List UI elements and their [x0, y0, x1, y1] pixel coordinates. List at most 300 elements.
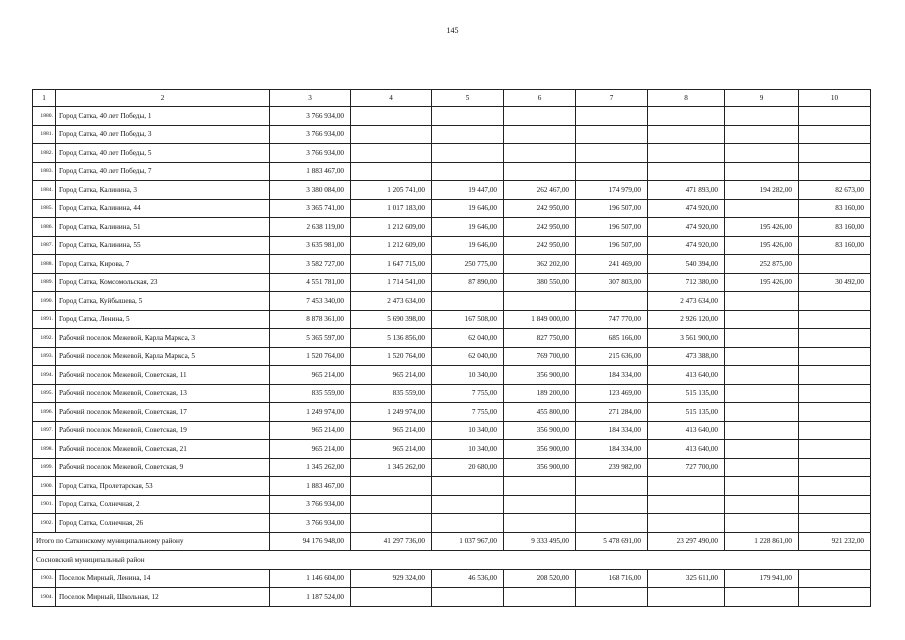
amount-cell: 195 426,00	[725, 218, 799, 237]
amount-cell: 3 766 934,00	[270, 495, 351, 514]
table-row	[33, 569, 871, 588]
amount-cell	[799, 458, 871, 477]
amount-cell	[725, 310, 799, 329]
amount-cell: 196 507,00	[576, 236, 648, 255]
amount-cell: 1 647 715,00	[351, 255, 432, 274]
amount-cell: 835 559,00	[270, 384, 351, 403]
row-number: 1888.	[33, 255, 56, 274]
column-header: 10	[799, 90, 871, 107]
amount-cell: 2 473 634,00	[351, 292, 432, 311]
amount-cell: 123 469,00	[576, 384, 648, 403]
amount-cell: 929 324,00	[351, 569, 432, 588]
total-amount-cell: 9 333 495,00	[504, 532, 576, 551]
amount-cell: 1 249 974,00	[351, 403, 432, 422]
amount-cell: 1 146 604,00	[270, 569, 351, 588]
amount-cell: 5 136 856,00	[351, 329, 432, 348]
row-number: 1896.	[33, 403, 56, 422]
amount-cell: 10 340,00	[432, 421, 504, 440]
row-number: 1889.	[33, 273, 56, 292]
row-number: 1900.	[33, 477, 56, 496]
amount-cell: 965 214,00	[351, 366, 432, 385]
amount-cell	[799, 421, 871, 440]
table-row	[33, 329, 871, 348]
amount-cell: 835 559,00	[351, 384, 432, 403]
address-cell: Город Сатка, Куйбышева, 5	[56, 292, 270, 311]
amount-cell	[576, 292, 648, 311]
amount-cell	[576, 588, 648, 607]
table-row	[33, 421, 871, 440]
address-cell: Рабочий поселок Межевой, Советская, 9	[56, 458, 270, 477]
amount-cell	[725, 366, 799, 385]
amount-cell: 3 561 900,00	[648, 329, 725, 348]
amount-cell	[432, 292, 504, 311]
amount-cell: 965 214,00	[351, 440, 432, 459]
amount-cell: 19 447,00	[432, 181, 504, 200]
amount-cell: 1 883 467,00	[270, 162, 351, 181]
amount-cell	[725, 440, 799, 459]
amount-cell	[725, 107, 799, 126]
amount-cell: 413 640,00	[648, 366, 725, 385]
amount-cell	[725, 125, 799, 144]
table-row	[33, 218, 871, 237]
row-number: 1882.	[33, 144, 56, 163]
address-cell: Город Сатка, Калинина, 55	[56, 236, 270, 255]
amount-cell: 474 920,00	[648, 236, 725, 255]
page-number: 145	[446, 26, 459, 35]
table-row	[33, 292, 871, 311]
amount-cell	[799, 514, 871, 533]
amount-cell	[648, 477, 725, 496]
amount-cell	[799, 310, 871, 329]
amount-cell	[576, 495, 648, 514]
row-number: 1895.	[33, 384, 56, 403]
amount-cell	[351, 514, 432, 533]
amount-cell	[504, 477, 576, 496]
amount-cell: 356 900,00	[504, 366, 576, 385]
total-amount-cell: 921 232,00	[799, 532, 871, 551]
amount-cell: 413 640,00	[648, 440, 725, 459]
address-cell: Город Сатка, Комсомольская, 23	[56, 273, 270, 292]
amount-cell: 965 214,00	[270, 421, 351, 440]
amount-cell: 3 766 934,00	[270, 125, 351, 144]
address-cell: Город Сатка, Калинина, 51	[56, 218, 270, 237]
amount-cell	[725, 588, 799, 607]
amount-cell: 455 800,00	[504, 403, 576, 422]
amount-cell: 184 334,00	[576, 440, 648, 459]
table-row	[33, 347, 871, 366]
amount-cell: 1 017 183,00	[351, 199, 432, 218]
amount-cell: 196 507,00	[576, 218, 648, 237]
amount-cell	[725, 477, 799, 496]
column-header: 1	[33, 90, 56, 107]
table-row	[33, 366, 871, 385]
amount-cell	[725, 144, 799, 163]
amount-cell: 215 636,00	[576, 347, 648, 366]
row-number: 1894.	[33, 366, 56, 385]
amount-cell	[432, 144, 504, 163]
row-number: 1899.	[33, 458, 56, 477]
row-number: 1891.	[33, 310, 56, 329]
amount-cell: 1 345 262,00	[351, 458, 432, 477]
amount-cell: 241 469,00	[576, 255, 648, 274]
amount-cell: 356 900,00	[504, 440, 576, 459]
column-header: 4	[351, 90, 432, 107]
amount-cell: 167 508,00	[432, 310, 504, 329]
address-cell: Город Сатка, Калинина, 3	[56, 181, 270, 200]
row-number: 1897.	[33, 421, 56, 440]
row-number: 1892.	[33, 329, 56, 348]
amount-cell: 712 380,00	[648, 273, 725, 292]
amount-cell	[504, 125, 576, 144]
amount-cell	[799, 403, 871, 422]
amount-cell: 325 611,00	[648, 569, 725, 588]
column-header: 9	[725, 90, 799, 107]
amount-cell: 1 520 764,00	[270, 347, 351, 366]
amount-cell	[432, 495, 504, 514]
amount-cell: 10 340,00	[432, 366, 504, 385]
amount-cell: 3 635 981,00	[270, 236, 351, 255]
amount-cell: 356 900,00	[504, 458, 576, 477]
table-row	[33, 199, 871, 218]
amount-cell: 3 365 741,00	[270, 199, 351, 218]
amount-cell	[648, 144, 725, 163]
amount-cell	[351, 477, 432, 496]
amount-cell	[648, 514, 725, 533]
amount-cell	[504, 514, 576, 533]
row-number: 1885.	[33, 199, 56, 218]
row-number: 1880.	[33, 107, 56, 126]
amount-cell: 474 920,00	[648, 199, 725, 218]
amount-cell	[504, 495, 576, 514]
table-row	[33, 144, 871, 163]
amount-cell: 208 520,00	[504, 569, 576, 588]
amount-cell: 1 714 541,00	[351, 273, 432, 292]
table-row	[33, 403, 871, 422]
address-cell: Город Сатка, Калинина, 44	[56, 199, 270, 218]
amount-cell	[799, 366, 871, 385]
amount-cell	[648, 107, 725, 126]
amount-cell: 1 187 524,00	[270, 588, 351, 607]
table-row	[33, 236, 871, 255]
amount-cell: 540 394,00	[648, 255, 725, 274]
amount-cell: 179 941,00	[725, 569, 799, 588]
district-label: Сосновский муниципальный район	[33, 551, 871, 570]
amount-cell: 242 950,00	[504, 218, 576, 237]
column-header: 3	[270, 90, 351, 107]
amount-cell	[351, 125, 432, 144]
amount-cell	[576, 144, 648, 163]
total-amount-cell: 94 176 948,00	[270, 532, 351, 551]
amount-cell	[799, 329, 871, 348]
amount-cell: 83 160,00	[799, 236, 871, 255]
row-number: 1902.	[33, 514, 56, 533]
amount-cell	[351, 144, 432, 163]
row-number: 1890.	[33, 292, 56, 311]
total-amount-cell: 23 297 490,00	[648, 532, 725, 551]
amount-cell: 3 766 934,00	[270, 144, 351, 163]
amount-cell: 3 766 934,00	[270, 514, 351, 533]
table-row	[33, 162, 871, 181]
amount-cell	[648, 588, 725, 607]
address-cell: Рабочий поселок Межевой, Карла Маркса, 5	[56, 347, 270, 366]
amount-cell: 1 212 609,00	[351, 236, 432, 255]
amount-cell: 471 893,00	[648, 181, 725, 200]
amount-cell: 184 334,00	[576, 421, 648, 440]
amount-cell: 474 920,00	[648, 218, 725, 237]
amount-cell: 356 900,00	[504, 421, 576, 440]
amount-cell: 82 673,00	[799, 181, 871, 200]
amount-cell: 262 467,00	[504, 181, 576, 200]
row-number: 1883.	[33, 162, 56, 181]
amount-cell	[725, 347, 799, 366]
amount-cell: 1 212 609,00	[351, 218, 432, 237]
amount-cell	[725, 384, 799, 403]
amount-cell: 10 340,00	[432, 440, 504, 459]
amount-cell: 196 507,00	[576, 199, 648, 218]
row-number: 1881.	[33, 125, 56, 144]
amount-cell	[725, 162, 799, 181]
amount-cell: 19 646,00	[432, 199, 504, 218]
column-header: 5	[432, 90, 504, 107]
amount-cell	[799, 292, 871, 311]
amount-cell: 19 646,00	[432, 236, 504, 255]
table-row	[33, 181, 871, 200]
amount-cell: 362 202,00	[504, 255, 576, 274]
amount-cell: 242 950,00	[504, 199, 576, 218]
table-row	[33, 255, 871, 274]
amount-cell	[725, 329, 799, 348]
address-cell: Город Сатка, Пролетарская, 53	[56, 477, 270, 496]
amount-cell	[351, 107, 432, 126]
row-number: 1886.	[33, 218, 56, 237]
amount-cell: 1 249 974,00	[270, 403, 351, 422]
column-header: 2	[56, 90, 270, 107]
amount-cell	[576, 477, 648, 496]
amount-cell: 5 365 597,00	[270, 329, 351, 348]
amount-cell	[648, 495, 725, 514]
address-cell: Город Сатка, 40 лет Победы, 1	[56, 107, 270, 126]
amount-cell: 2 926 120,00	[648, 310, 725, 329]
amount-cell: 239 982,00	[576, 458, 648, 477]
amount-cell: 827 750,00	[504, 329, 576, 348]
amount-cell	[725, 514, 799, 533]
amount-cell: 1 849 000,00	[504, 310, 576, 329]
table-row	[33, 477, 871, 496]
address-cell: Рабочий поселок Межевой, Советская, 21	[56, 440, 270, 459]
total-row	[33, 532, 871, 551]
amount-cell: 62 040,00	[432, 329, 504, 348]
amount-cell	[799, 477, 871, 496]
amount-cell	[648, 125, 725, 144]
row-number: 1893.	[33, 347, 56, 366]
table-row	[33, 310, 871, 329]
amount-cell	[351, 588, 432, 607]
amount-cell: 965 214,00	[270, 366, 351, 385]
amount-cell: 3 582 727,00	[270, 255, 351, 274]
amount-cell: 5 690 398,00	[351, 310, 432, 329]
amount-cell	[432, 125, 504, 144]
district-row	[33, 551, 871, 570]
address-cell: Рабочий поселок Межевой, Советская, 11	[56, 366, 270, 385]
amount-cell	[799, 588, 871, 607]
amount-cell	[432, 162, 504, 181]
amount-cell: 30 492,00	[799, 273, 871, 292]
amount-cell: 965 214,00	[270, 440, 351, 459]
data-table	[32, 89, 871, 607]
table-row	[33, 125, 871, 144]
column-header: 6	[504, 90, 576, 107]
address-cell: Поселок Мирный, Ленина, 14	[56, 569, 270, 588]
table-row	[33, 458, 871, 477]
total-amount-cell: 1 228 861,00	[725, 532, 799, 551]
amount-cell	[799, 569, 871, 588]
amount-cell: 3 380 084,00	[270, 181, 351, 200]
amount-cell: 195 426,00	[725, 273, 799, 292]
amount-cell: 473 388,00	[648, 347, 725, 366]
column-header: 8	[648, 90, 725, 107]
amount-cell: 83 160,00	[799, 218, 871, 237]
amount-cell	[799, 255, 871, 274]
amount-cell: 7 755,00	[432, 403, 504, 422]
amount-cell: 307 803,00	[576, 273, 648, 292]
amount-cell	[504, 588, 576, 607]
address-cell: Рабочий поселок Межевой, Карла Маркса, 3	[56, 329, 270, 348]
amount-cell: 7 453 340,00	[270, 292, 351, 311]
amount-cell: 87 890,00	[432, 273, 504, 292]
amount-cell	[725, 458, 799, 477]
address-cell: Город Сатка, Ленина, 5	[56, 310, 270, 329]
row-number: 1884.	[33, 181, 56, 200]
amount-cell: 2 638 119,00	[270, 218, 351, 237]
amount-cell	[799, 495, 871, 514]
amount-cell: 195 426,00	[725, 236, 799, 255]
total-amount-cell: 1 037 967,00	[432, 532, 504, 551]
table-row	[33, 384, 871, 403]
total-amount-cell: 5 478 691,00	[576, 532, 648, 551]
amount-cell	[576, 162, 648, 181]
amount-cell	[504, 144, 576, 163]
amount-cell	[504, 292, 576, 311]
row-number: 1904.	[33, 588, 56, 607]
amount-cell: 242 950,00	[504, 236, 576, 255]
address-cell: Поселок Мирный, Школьная, 12	[56, 588, 270, 607]
amount-cell: 413 640,00	[648, 421, 725, 440]
amount-cell: 7 755,00	[432, 384, 504, 403]
amount-cell: 8 878 361,00	[270, 310, 351, 329]
amount-cell	[799, 125, 871, 144]
address-cell: Город Сатка, Кирова, 7	[56, 255, 270, 274]
address-cell: Город Сатка, Солнечная, 26	[56, 514, 270, 533]
amount-cell	[576, 107, 648, 126]
address-cell: Рабочий поселок Межевой, Советская, 19	[56, 421, 270, 440]
address-cell: Город Сатка, 40 лет Победы, 5	[56, 144, 270, 163]
amount-cell: 515 135,00	[648, 403, 725, 422]
amount-cell: 20 680,00	[432, 458, 504, 477]
row-number: 1901.	[33, 495, 56, 514]
amount-cell: 189 200,00	[504, 384, 576, 403]
amount-cell: 685 166,00	[576, 329, 648, 348]
row-number: 1887.	[33, 236, 56, 255]
amount-cell: 62 040,00	[432, 347, 504, 366]
amount-cell	[799, 440, 871, 459]
total-amount-cell: 41 297 736,00	[351, 532, 432, 551]
amount-cell	[432, 107, 504, 126]
row-number: 1898.	[33, 440, 56, 459]
amount-cell	[799, 347, 871, 366]
amount-cell: 965 214,00	[351, 421, 432, 440]
amount-cell	[576, 125, 648, 144]
amount-cell	[725, 495, 799, 514]
amount-cell: 194 282,00	[725, 181, 799, 200]
amount-cell: 168 716,00	[576, 569, 648, 588]
amount-cell	[351, 495, 432, 514]
amount-cell	[799, 107, 871, 126]
amount-cell	[504, 107, 576, 126]
amount-cell: 515 135,00	[648, 384, 725, 403]
table-row	[33, 588, 871, 607]
amount-cell: 19 646,00	[432, 218, 504, 237]
amount-cell: 83 160,00	[799, 199, 871, 218]
amount-cell: 2 473 634,00	[648, 292, 725, 311]
amount-cell	[799, 162, 871, 181]
amount-cell: 1 345 262,00	[270, 458, 351, 477]
address-cell: Рабочий поселок Межевой, Советская, 17	[56, 403, 270, 422]
amount-cell	[432, 514, 504, 533]
amount-cell	[648, 162, 725, 181]
amount-cell: 727 700,00	[648, 458, 725, 477]
amount-cell	[576, 514, 648, 533]
table-row	[33, 440, 871, 459]
amount-cell: 380 550,00	[504, 273, 576, 292]
amount-cell: 769 700,00	[504, 347, 576, 366]
row-number: 1903.	[33, 569, 56, 588]
table-row	[33, 107, 871, 126]
table-row	[33, 495, 871, 514]
amount-cell: 271 284,00	[576, 403, 648, 422]
amount-cell	[725, 292, 799, 311]
table-row	[33, 514, 871, 533]
amount-cell	[432, 588, 504, 607]
amount-cell	[799, 144, 871, 163]
amount-cell	[725, 421, 799, 440]
amount-cell	[351, 162, 432, 181]
amount-cell	[432, 477, 504, 496]
amount-cell	[725, 403, 799, 422]
amount-cell	[504, 162, 576, 181]
amount-cell: 174 979,00	[576, 181, 648, 200]
address-cell: Рабочий поселок Межевой, Советская, 13	[56, 384, 270, 403]
amount-cell: 1 883 467,00	[270, 477, 351, 496]
amount-cell	[799, 384, 871, 403]
amount-cell: 3 766 934,00	[270, 107, 351, 126]
total-label: Итого по Саткинскому муниципальному району	[33, 532, 270, 551]
amount-cell: 46 536,00	[432, 569, 504, 588]
amount-cell: 1 205 741,00	[351, 181, 432, 200]
amount-cell	[725, 199, 799, 218]
amount-cell: 250 775,00	[432, 255, 504, 274]
header-row	[33, 90, 871, 107]
amount-cell: 747 770,00	[576, 310, 648, 329]
amount-cell: 4 551 781,00	[270, 273, 351, 292]
address-cell: Город Сатка, Солнечная, 2	[56, 495, 270, 514]
column-header: 7	[576, 90, 648, 107]
amount-cell: 1 520 764,00	[351, 347, 432, 366]
amount-cell: 184 334,00	[576, 366, 648, 385]
address-cell: Город Сатка, 40 лет Победы, 7	[56, 162, 270, 181]
amount-cell: 252 875,00	[725, 255, 799, 274]
table-row	[33, 273, 871, 292]
address-cell: Город Сатка, 40 лет Победы, 3	[56, 125, 270, 144]
